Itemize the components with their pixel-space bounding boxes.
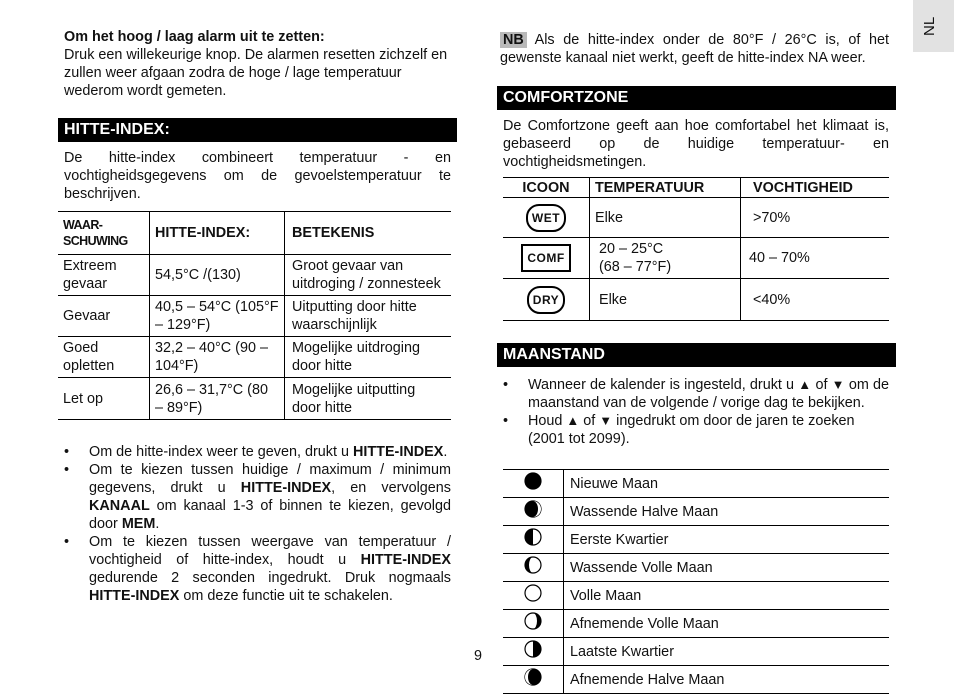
- table-row: [503, 582, 889, 610]
- header-icon: ICOON: [503, 178, 590, 198]
- table-row: [503, 610, 889, 638]
- alarm-section: [64, 28, 452, 100]
- table-row: [58, 296, 451, 337]
- up-arrow-icon: ▲: [566, 413, 580, 428]
- list-item: • Om de hitte-index weer te geven, drukt u HITTE-INDEX.: [64, 444, 448, 460]
- table-row: [503, 498, 889, 526]
- moon-phase-label: Wassende Volle Maan: [564, 554, 890, 582]
- bullet-dot: •: [64, 534, 70, 550]
- header-index: HITTE-INDEX:: [150, 212, 285, 255]
- first-quarter-icon: [524, 528, 542, 546]
- list-item: • Om te kiezen tussen huidige / maximum / minimum gegevens, drukt u HITTE-INDEX, en vervolgens KANAAL om kanaal 1-3 of binnen te kiezen, gevolgd door MEM.: [64, 462, 451, 532]
- row-index: 40,5 – 54°C (105°F – 129°F): [150, 296, 285, 337]
- up-arrow-icon: ▲: [798, 377, 812, 392]
- last-quarter-icon: [524, 640, 542, 658]
- row-warning: Gevaar: [58, 296, 150, 337]
- waxing-crescent-icon: [524, 500, 542, 518]
- waxing-gibbous-icon: [524, 556, 542, 574]
- row-humidity: <40%: [753, 291, 791, 308]
- moon-phase-table: [503, 469, 889, 694]
- comfort-title-text: COMFORTZONE: [503, 89, 629, 106]
- comfort-intro: De Comfortzone geeft aan hoe comfortabel het klimaat is, gebaseerd op de huidige temperatuur- en vochtigheidsmetingen.: [503, 118, 889, 170]
- row-temperature: Elke: [590, 198, 741, 238]
- down-arrow-icon: ▼: [599, 413, 613, 428]
- comfort-table: [503, 177, 889, 321]
- moon-phase-label: Laatste Kwartier: [564, 638, 890, 666]
- list-item: • Wanneer de kalender is ingesteld, drukt u ▲ of ▼ om de maanstand van de volgende / vorige dag te bekijken.: [503, 377, 890, 411]
- alarm-body: Druk een willekeurige knop. De alarmen resetten zichzelf en zullen weer afgaan zodra de hoge / lage temperatuur wederom wordt gemeten.: [64, 47, 448, 99]
- table-row: [58, 255, 451, 296]
- bullet-dot: •: [503, 413, 509, 429]
- down-arrow-icon: ▼: [831, 377, 845, 392]
- header-temperature: TEMPERATUUR: [590, 178, 741, 198]
- row-warning: Extreem gevaar: [58, 255, 150, 296]
- moon-icon-cell: [503, 582, 564, 610]
- row-meaning: Mogelijke uitdroging door hitte: [292, 340, 420, 374]
- comfort-icon-cell: [503, 238, 590, 279]
- table-row: [58, 337, 451, 378]
- heat-index-bullets: [64, 443, 451, 605]
- table-row: [503, 238, 889, 279]
- table-row: [503, 470, 889, 498]
- list-item: • Houd ▲ of ▼ ingedrukt om door de jaren te zoeken (2001 tot 2099).: [503, 413, 855, 447]
- comfort-icon-cell: [503, 279, 590, 321]
- moon-icon-cell: [503, 526, 564, 554]
- moon-phase-label: Eerste Kwartier: [564, 526, 890, 554]
- row-humidity: >70%: [753, 209, 791, 226]
- waning-crescent-icon: [524, 668, 542, 686]
- bullet-dot: •: [64, 462, 70, 478]
- table-row: [503, 526, 889, 554]
- moon-title: [497, 343, 896, 367]
- moon-icon-cell: [503, 498, 564, 526]
- page-number: 9: [473, 648, 482, 664]
- row-meaning: Groot gevaar van uitdroging / zonnesteek: [292, 258, 441, 292]
- moon-icon-cell: [503, 554, 564, 582]
- row-index: 26,6 – 31,7°C (80 – 89°F): [150, 378, 285, 420]
- moon-title-text: MAANSTAND: [503, 346, 605, 363]
- header-humidity: VOCHTIGHEID: [753, 179, 853, 196]
- moon-icon-cell: [503, 638, 564, 666]
- new-moon-icon: [524, 472, 542, 490]
- nb-label: NB: [500, 32, 527, 48]
- heat-index-table: [58, 211, 451, 420]
- comfort-table-header: [503, 178, 889, 198]
- heat-index-title: [58, 118, 457, 142]
- row-warning: Let op: [58, 378, 150, 420]
- moon-icon-cell: [503, 666, 564, 694]
- table-row: [503, 666, 889, 694]
- moon-icon-cell: [503, 470, 564, 498]
- comfort-icon-cell: [503, 198, 590, 238]
- heat-index-title-text: HITTE-INDEX:: [64, 121, 170, 138]
- row-warning: Goed opletten: [58, 337, 150, 378]
- row-meaning: Uitputting door hitte waarschijnlijk: [292, 299, 417, 333]
- wet-icon: WET: [526, 204, 566, 232]
- comf-icon: COMF: [521, 244, 570, 272]
- nb-note: [500, 31, 889, 67]
- heat-index-intro: De hitte-index combineert temperatuur - en vochtigheidsgegevens om de gevoelstemperatuur te beschrijven.: [64, 150, 451, 202]
- language-tab: [913, 0, 954, 52]
- header-warning: WAAR-SCHUWING: [58, 212, 150, 255]
- row-humidity: 40 – 70%: [749, 250, 810, 266]
- table-row: [503, 554, 889, 582]
- full-moon-icon: [524, 584, 542, 602]
- table-row: [503, 198, 889, 238]
- row-meaning: Mogelijke uitputting door hitte: [292, 381, 416, 416]
- moon-phase-label: Volle Maan: [564, 582, 890, 610]
- table-row: [503, 279, 889, 321]
- table-row: [58, 378, 451, 420]
- moon-phase-label: Afnemende Halve Maan: [564, 666, 890, 694]
- waning-gibbous-icon: [524, 612, 542, 630]
- comfort-title: [497, 86, 896, 110]
- moon-phase-label: Wassende Halve Maan: [564, 498, 890, 526]
- heat-table-header: [58, 212, 451, 255]
- moon-phase-label: Afnemende Volle Maan: [564, 610, 890, 638]
- row-temperature: 20 – 25°C (68 – 77°F): [590, 238, 741, 279]
- bullet-dot: •: [503, 377, 509, 393]
- moon-icon-cell: [503, 610, 564, 638]
- alarm-heading: Om het hoog / laag alarm uit te zetten:: [64, 29, 325, 45]
- dry-icon: DRY: [527, 286, 565, 314]
- row-index: 32,2 – 40°C (90 – 104°F): [150, 337, 285, 378]
- nb-text: Als de hitte-index onder de 80°F / 26°C is, of het gewenste kanaal niet werkt, geeft de hitte-index NA weer.: [500, 32, 889, 66]
- moon-bullets: [503, 376, 889, 448]
- table-row: [503, 638, 889, 666]
- language-tab-label: NL: [921, 16, 938, 36]
- bullet-dot: •: [64, 444, 70, 460]
- list-item: • Om te kiezen tussen weergave van temperatuur / vochtigheid of hitte-index, houdt u HITTE-INDEX gedurende 2 seconden ingedrukt. Druk nogmaals HITTE-INDEX om deze functie uit te schakelen.: [64, 534, 451, 604]
- header-meaning: BETEKENIS: [292, 225, 375, 241]
- row-index: 54,5°C /(130): [150, 255, 285, 296]
- moon-phase-label: Nieuwe Maan: [564, 470, 890, 498]
- row-temperature: Elke: [590, 279, 741, 321]
